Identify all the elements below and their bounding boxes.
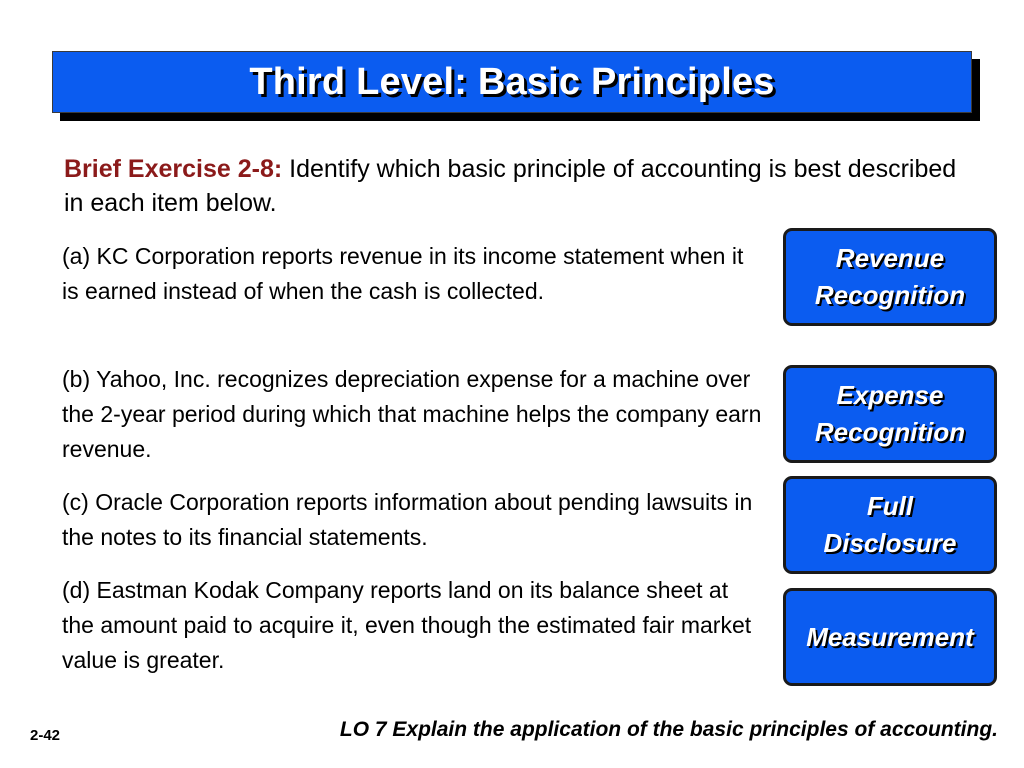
exercise-label: Brief Exercise 2-8: (64, 155, 283, 183)
item-a: (a) KC Corporation reports revenue in its income statement when it is earned instead of when the cash is collected. (62, 243, 744, 304)
exercise-instruction: Identify which basic principle of accounting is best described in each item below. (64, 155, 957, 217)
item-b: (b) Yahoo, Inc. recognizes depreciation expense for a machine over the 2-year period during which that machine helps the company earn revenue. (62, 366, 762, 462)
page-number: 2-42 (30, 727, 61, 744)
answer-label-a: Revenue Recognition (814, 243, 966, 310)
answer-label-c: Full Disclosure (823, 491, 957, 558)
learning-objective: LO 7 Explain the application of the basic principles of accounting. (339, 718, 998, 741)
answer-label-d: Measurement (806, 621, 974, 652)
answer-box-full-disclosure (783, 476, 997, 574)
title-banner (52, 51, 972, 113)
answer-box-expense-recognition (783, 365, 997, 463)
answer-box-revenue-recognition (783, 228, 997, 326)
exercise-intro (64, 152, 964, 220)
item-d: (d) Eastman Kodak Company reports land on its balance sheet at the amount paid to acquire it, even though the estimated fair market value is greater. (62, 577, 752, 673)
slide-title: Third Level: Basic Principles (249, 60, 775, 103)
answer-label-b: Expense Recognition (814, 380, 966, 447)
answer-box-measurement (783, 588, 997, 686)
item-c: (c) Oracle Corporation reports information about pending lawsuits in the notes to its financial statements. (62, 489, 753, 550)
